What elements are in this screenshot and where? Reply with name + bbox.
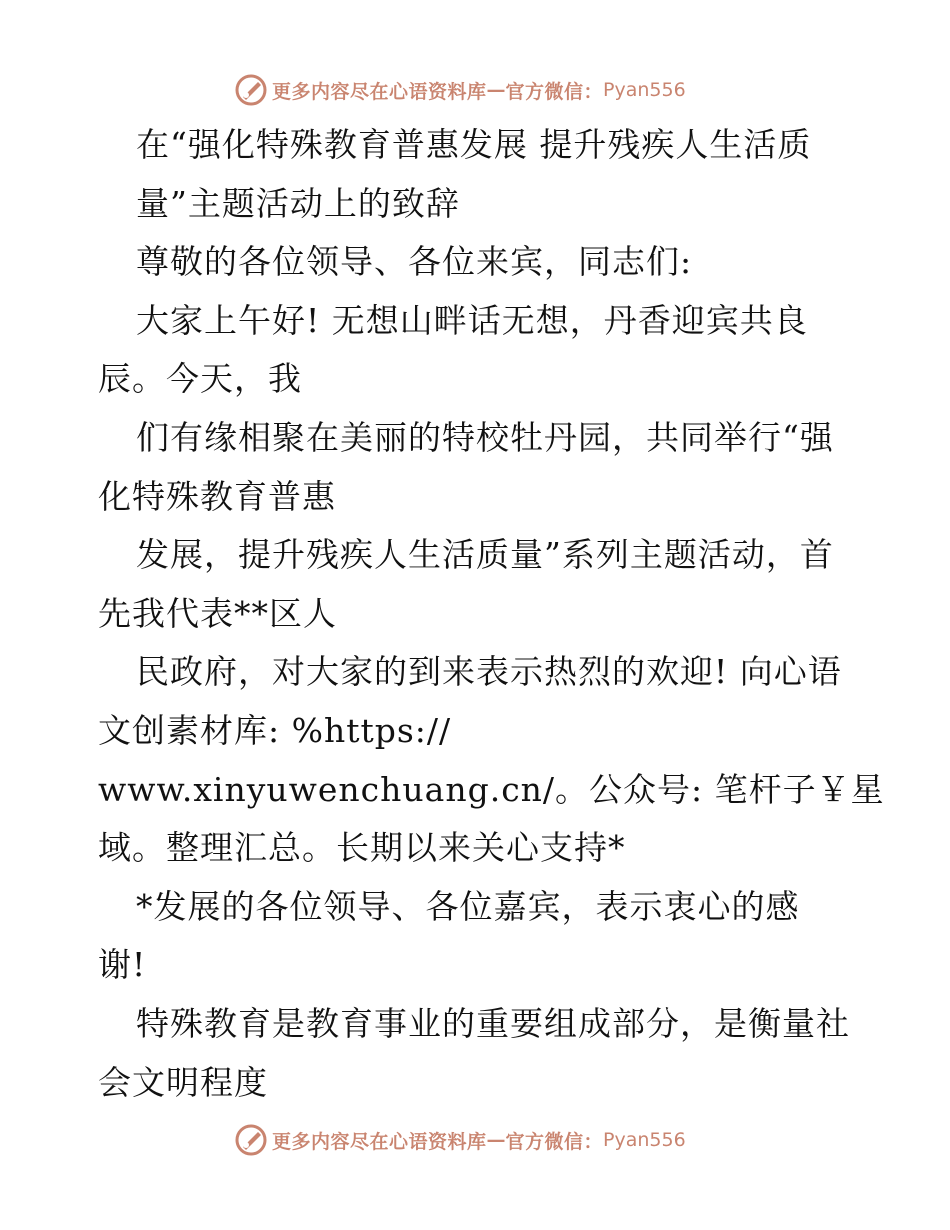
text-line: www.xinyuwenchuang.cn/。公众号: 笔杆子￥星	[98, 769, 885, 809]
text-line: 在“强化特殊教育普惠发展 提升残疾人生活质	[136, 125, 812, 164]
text-line: 辰。今天，我	[98, 359, 302, 399]
text-line: 化特殊教育普惠	[98, 476, 336, 516]
text-line: 民政府，对大家的到来表示热烈的欢迎! 向心语	[136, 652, 842, 692]
document-body	[98, 116, 885, 1112]
banner-wechat-label: 官方微信：	[505, 1130, 604, 1153]
text-line: 尊敬的各位领导、各位来宾，同志们:	[136, 242, 693, 282]
text-line: 文创素材库: %https://	[98, 710, 452, 750]
text-line: 会文明程度	[98, 1062, 268, 1102]
text-line: 特殊教育是教育事业的重要组成部分，是衡量社	[136, 1003, 850, 1043]
banner-separator: —	[486, 1129, 506, 1151]
banner-wechat-label: 官方微信：	[505, 80, 604, 103]
text-line: 域。整理汇总。长期以来关心支持*	[98, 828, 626, 868]
text-line: 们有缘相聚在美丽的特校牡丹园，共同举行“强	[136, 417, 834, 457]
header-banner	[234, 72, 686, 108]
logo-icon	[234, 1123, 268, 1157]
text-line: *发展的各位领导、各位嘉宾，表示衷心的感	[136, 886, 800, 926]
banner-separator: —	[486, 79, 506, 101]
text-line: 大家上午好! 无想山畔话无想，丹香迎宾共良	[136, 300, 808, 340]
banner-text: 更多内容尽在心语资料库	[272, 1130, 487, 1153]
banner-wechat-id: Pyan556	[603, 1129, 686, 1151]
footer-banner	[234, 1122, 686, 1158]
logo-icon	[234, 73, 268, 107]
banner-wechat-id: Pyan556	[603, 79, 686, 101]
text-line: 发展，提升残疾人生活质量”系列主题活动，首	[136, 535, 834, 575]
text-line: 谢!	[98, 945, 147, 985]
banner-text: 更多内容尽在心语资料库	[272, 80, 487, 103]
text-line: 量”主题活动上的致辞	[136, 183, 460, 223]
text-line: 先我代表**区人	[98, 593, 337, 633]
